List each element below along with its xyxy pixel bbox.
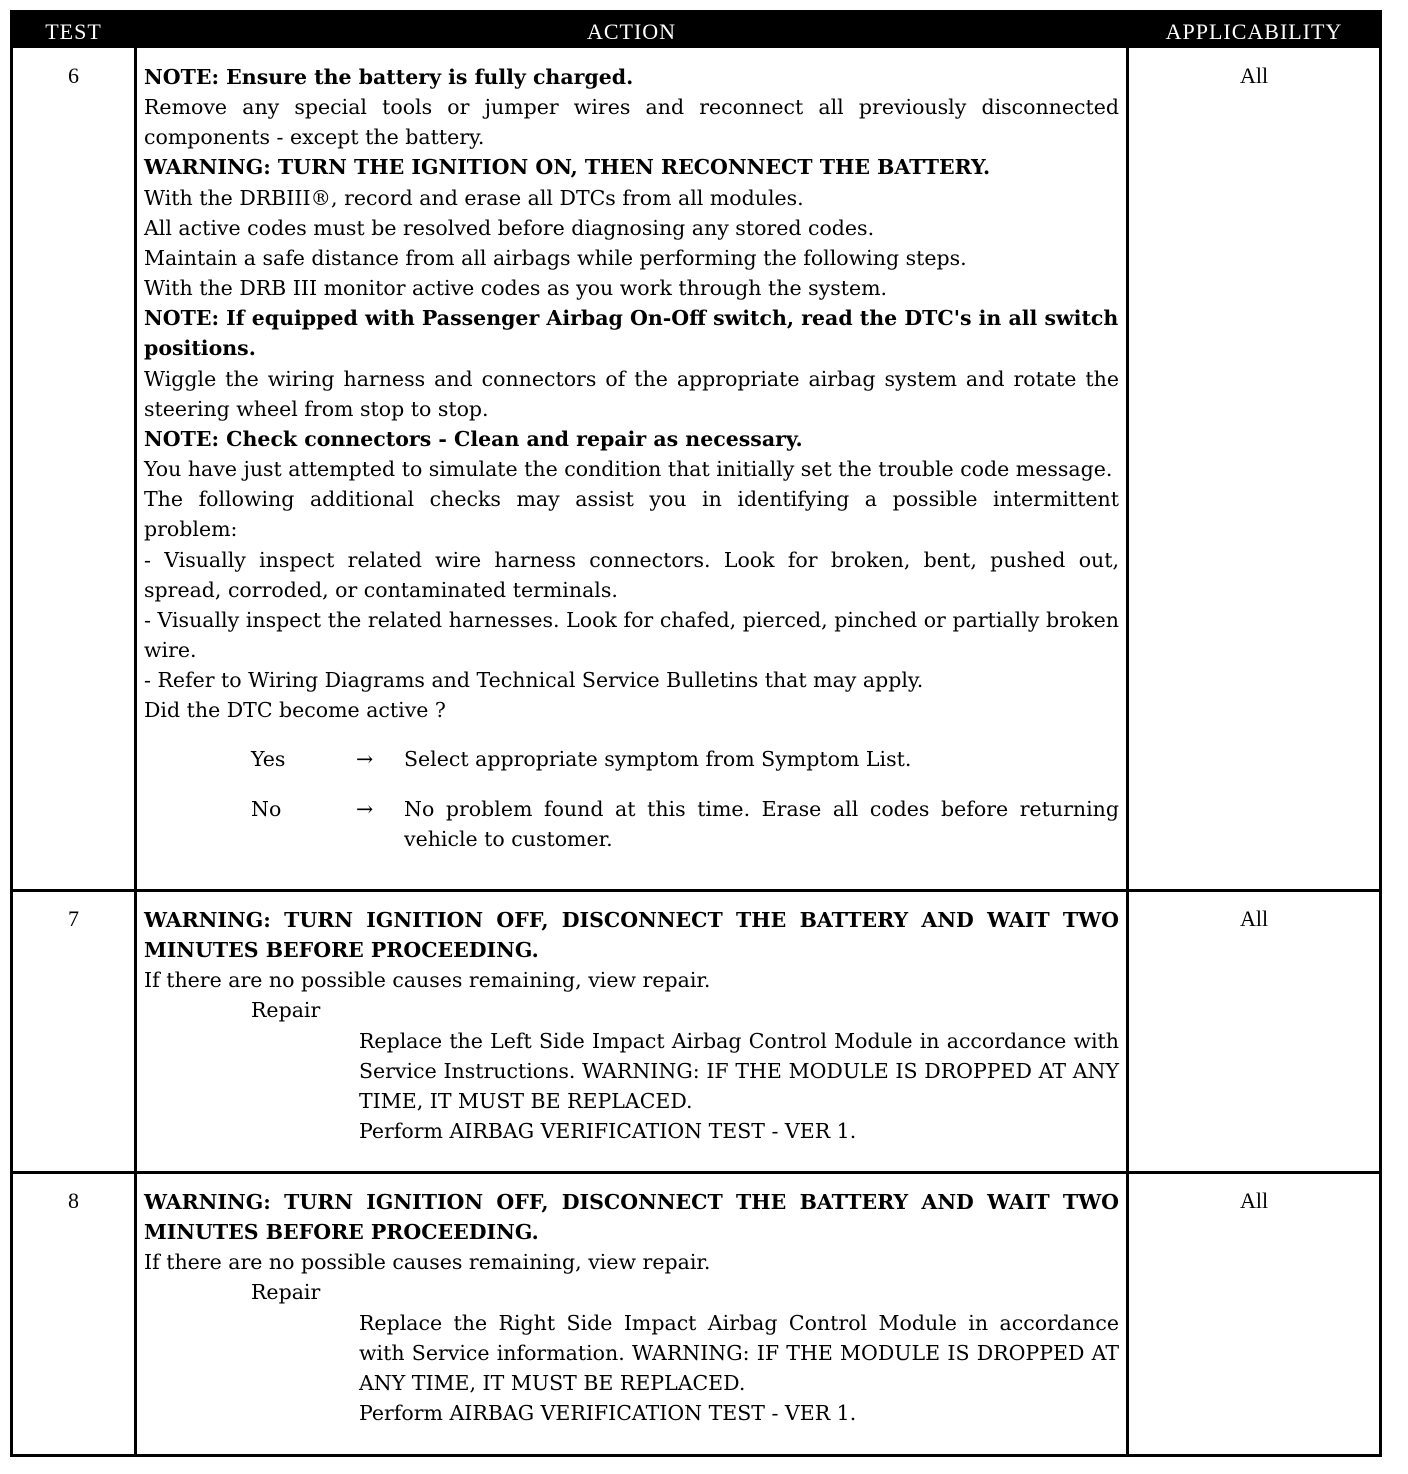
action-cell-test-6	[144, 62, 1119, 854]
instruction: Maintain a safe distance from all airbags while performing the following steps.	[144, 245, 967, 270]
instruction: You have just attempted to simulate the condition that initially set the trouble code message.	[144, 457, 1113, 482]
instruction: Wiggle the wiring harness and connectors of the appropriate airbag system and rotate the steering wheel from stop to stop.	[144, 366, 1119, 421]
instruction: All active codes must be resolved before diagnosing any stored codes.	[144, 215, 875, 240]
answer-text: No problem found at this time. Erase all codes before returning vehicle to customer.	[404, 796, 1119, 851]
test-number: 6	[68, 63, 79, 88]
repair-text: Replace the Right Side Impact Airbag Control Module in accordance with Service information. WARNING: IF THE MODULE IS DROPPED AT ANY TIME, IT MUST BE REPLACED.	[359, 1310, 1119, 1395]
instruction: With the DRB III monitor active codes as you work through the system.	[144, 276, 888, 301]
answer-yes	[144, 744, 1119, 774]
instruction: If there are no possible causes remaining, view repair.	[144, 968, 711, 993]
test-number: 8	[68, 1188, 79, 1213]
check-item: - Refer to Wiring Diagrams and Technical Service Bulletins that may apply.	[144, 668, 924, 693]
warning-disconnect-battery: WARNING: TURN IGNITION OFF, DISCONNECT THE BATTERY AND WAIT TWO MINUTES BEFORE PROCEEDING.	[144, 908, 1119, 963]
repair-verification: Perform AIRBAG VERIFICATION TEST - VER 1.	[359, 1119, 857, 1144]
applicability-value: All	[1239, 906, 1269, 931]
repair-label: Repair	[251, 1280, 321, 1305]
answer-label: No	[251, 796, 282, 821]
instruction: If there are no possible causes remaining, view repair.	[144, 1250, 711, 1275]
repair-label: Repair	[251, 998, 321, 1023]
instruction: With the DRBIII®, record and erase all DTCs from all modules.	[144, 185, 804, 210]
test-number: 7	[68, 906, 79, 931]
row-divider	[13, 889, 1379, 892]
arrow-right-icon: →	[356, 747, 374, 772]
answer-label: Yes	[251, 747, 286, 772]
repair-text: Replace the Left Side Impact Airbag Control Module in accordance with Service Instructions. WARNING: IF THE MODULE IS DROPPED AT ANY TIME, IT MUST BE REPLACED.	[359, 1028, 1119, 1113]
warning-disconnect-battery: WARNING: TURN IGNITION OFF, DISCONNECT THE BATTERY AND WAIT TWO MINUTES BEFORE PROCEEDING.	[144, 1190, 1119, 1245]
column-divider	[134, 48, 137, 1454]
row-divider	[13, 1171, 1379, 1174]
diagnostic-table	[10, 10, 1382, 1457]
applicability-value: All	[1239, 63, 1269, 88]
header-action: ACTION	[586, 19, 677, 44]
action-cell-test-7	[144, 905, 1119, 1146]
note-switch-positions: NOTE: If equipped with Passenger Airbag On-Off switch, read the DTC's in all switch positions.	[144, 306, 1119, 361]
check-item: - Visually inspect the related harnesses. Look for chafed, pierced, pinched or partially broken wire.	[144, 607, 1119, 662]
arrow-right-icon: →	[356, 796, 374, 821]
answer-text: Select appropriate symptom from Symptom List.	[404, 747, 912, 772]
table-header	[13, 13, 1379, 48]
header-applicability: APPLICABILITY	[1165, 19, 1343, 44]
note-connectors: NOTE: Check connectors - Clean and repair as necessary.	[144, 426, 803, 451]
repair-verification: Perform AIRBAG VERIFICATION TEST - VER 1.	[359, 1401, 857, 1426]
note-battery: NOTE: Ensure the battery is fully charged.	[144, 65, 634, 89]
column-divider	[1126, 48, 1129, 1454]
question: Did the DTC become active ?	[144, 698, 446, 723]
applicability-value: All	[1239, 1188, 1269, 1213]
header-test: TEST	[45, 19, 102, 44]
instruction: The following additional checks may assist you in identifying a possible intermittent problem:	[144, 487, 1119, 542]
answer-no	[144, 794, 1119, 854]
check-item: - Visually inspect related wire harness connectors. Look for broken, bent, pushed out, spread, corroded, or contaminated terminals.	[144, 547, 1119, 602]
instruction: Remove any special tools or jumper wires and reconnect all previously disconnected components - except the battery.	[144, 95, 1119, 150]
warning-ignition-on: WARNING: TURN THE IGNITION ON, THEN RECONNECT THE BATTERY.	[144, 155, 991, 180]
action-cell-test-8	[144, 1187, 1119, 1428]
